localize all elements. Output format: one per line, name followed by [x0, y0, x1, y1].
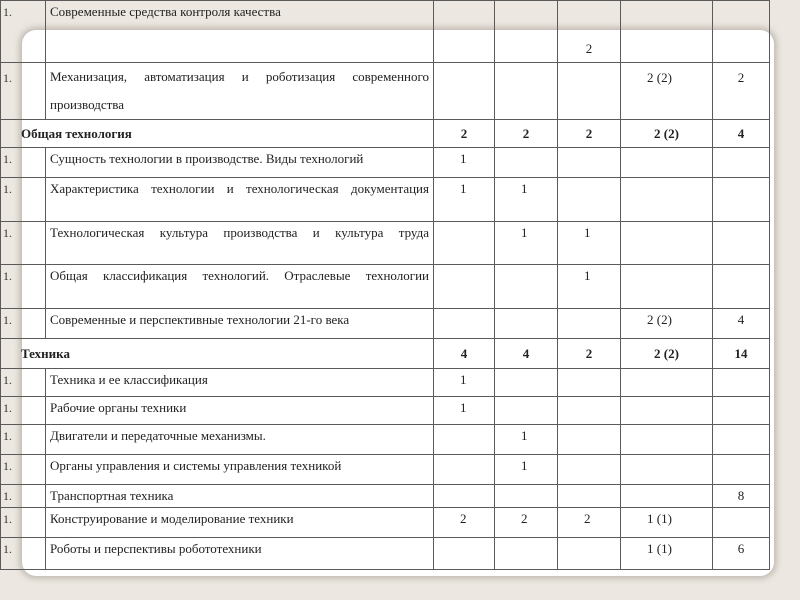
row-number: 1.: [1, 508, 46, 538]
cell-value: 2: [713, 63, 770, 120]
cell-value: [558, 538, 621, 570]
cell-value: 4: [713, 120, 770, 148]
cell-value: [434, 425, 495, 455]
cell-value: [495, 309, 558, 339]
table-row: [1, 455, 770, 485]
table-row: [1, 397, 770, 425]
row-number: 1.: [1, 485, 46, 508]
cell-value: [621, 265, 713, 309]
cell-value: [713, 178, 770, 222]
cell-value: 2 (2): [621, 120, 713, 148]
cell-value: 4: [495, 339, 558, 369]
table-row: [1, 425, 770, 455]
table-row: [1, 148, 770, 178]
cell-value: [558, 178, 621, 222]
row-number: 1.: [1, 309, 46, 339]
cell-value: 1: [434, 178, 495, 222]
cell-value: 1: [434, 397, 495, 425]
cell-value: [495, 397, 558, 425]
row-number: 1.: [1, 63, 46, 120]
row-number: 1.: [1, 178, 46, 222]
cell-value: [558, 485, 621, 508]
cell-value: [558, 397, 621, 425]
cell-value: [434, 485, 495, 508]
cell-value: [434, 63, 495, 120]
topic-title: Общая классификация технологий. Отраслевые технологии: [46, 265, 434, 309]
table-row: [1, 369, 770, 397]
cell-value: 1: [558, 222, 621, 265]
cell-value: [434, 455, 495, 485]
topic-title: Сущность технологии в производстве. Виды технологий: [46, 148, 434, 178]
cell-value: [495, 369, 558, 397]
row-number: 1.: [1, 397, 46, 425]
topic-title: Механизация, автоматизация и роботизация современного производства: [46, 63, 434, 120]
table-row: [1, 265, 770, 309]
cell-value: [495, 485, 558, 508]
cell-value: 2: [558, 1, 621, 63]
section-title: Общая технология: [1, 120, 434, 148]
cell-value: [621, 425, 713, 455]
table-row: [1, 485, 770, 508]
cell-value: [621, 1, 713, 63]
cell-value: [713, 222, 770, 265]
cell-value: [495, 1, 558, 63]
cell-value: [713, 369, 770, 397]
cell-value: [495, 265, 558, 309]
cell-value: [621, 397, 713, 425]
row-number: 1.: [1, 425, 46, 455]
row-number: 1.: [1, 538, 46, 570]
section-title: Техника: [1, 339, 434, 369]
cell-value: 2: [558, 339, 621, 369]
cell-value: [558, 63, 621, 120]
cell-value: [434, 1, 495, 63]
cell-value: [621, 455, 713, 485]
cell-value: 1 (1): [621, 508, 713, 538]
cell-value: 1: [558, 265, 621, 309]
cell-value: [621, 369, 713, 397]
cell-value: [621, 178, 713, 222]
topic-title: Техника и ее классификация: [46, 369, 434, 397]
cell-value: 4: [713, 309, 770, 339]
cell-value: 14: [713, 339, 770, 369]
cell-value: 2: [434, 120, 495, 148]
topic-title: Современные средства контроля качества: [46, 1, 434, 63]
section-row: [1, 120, 770, 148]
cell-value: 2: [495, 120, 558, 148]
topic-title: Роботы и перспективы робототехники: [46, 538, 434, 570]
cell-value: [558, 369, 621, 397]
cell-value: 2: [558, 508, 621, 538]
cell-value: [434, 222, 495, 265]
cell-value: 4: [434, 339, 495, 369]
topic-title: Технологическая культура производства и культура труда: [46, 222, 434, 265]
cell-value: 1: [495, 222, 558, 265]
cell-value: [495, 148, 558, 178]
cell-value: 2 (2): [621, 339, 713, 369]
topic-title: Современные и перспективные технологии 21-го века: [46, 309, 434, 339]
row-number: 1.: [1, 1, 46, 63]
cell-value: [621, 148, 713, 178]
cell-value: [713, 508, 770, 538]
cell-value: [434, 538, 495, 570]
cell-value: 2 (2): [621, 63, 713, 120]
table-row: [1, 508, 770, 538]
cell-value: [434, 265, 495, 309]
cell-value: [713, 265, 770, 309]
table-row: [1, 178, 770, 222]
cell-value: [558, 309, 621, 339]
table-row: [1, 309, 770, 339]
table-row: [1, 222, 770, 265]
row-number: 1.: [1, 265, 46, 309]
cell-value: [558, 425, 621, 455]
cell-value: [713, 1, 770, 63]
cell-value: 1 (1): [621, 538, 713, 570]
table-row: [1, 1, 770, 63]
row-number: 1.: [1, 148, 46, 178]
cell-value: [713, 397, 770, 425]
row-number: 1.: [1, 369, 46, 397]
topic-title: Характеристика технологии и технологическая документация: [46, 178, 434, 222]
cell-value: 2: [558, 120, 621, 148]
cell-value: [434, 309, 495, 339]
cell-value: 6: [713, 538, 770, 570]
cell-value: [495, 63, 558, 120]
section-row: [1, 339, 770, 369]
cell-value: [558, 148, 621, 178]
cell-value: [713, 148, 770, 178]
cell-value: [713, 425, 770, 455]
cell-value: 8: [713, 485, 770, 508]
topic-title: Органы управления и системы управления техникой: [46, 455, 434, 485]
row-number: 1.: [1, 455, 46, 485]
cell-value: 1: [495, 178, 558, 222]
cell-value: [621, 222, 713, 265]
cell-value: [558, 455, 621, 485]
topic-title: Двигатели и передаточные механизмы.: [46, 425, 434, 455]
topic-title: Рабочие органы техники: [46, 397, 434, 425]
cell-value: [495, 538, 558, 570]
cell-value: 2: [495, 508, 558, 538]
topic-title: Конструирование и моделирование техники: [46, 508, 434, 538]
cell-value: 2: [434, 508, 495, 538]
row-number: 1.: [1, 222, 46, 265]
table-row: [1, 63, 770, 120]
cell-value: 1: [434, 148, 495, 178]
cell-value: [713, 455, 770, 485]
cell-value: 1: [434, 369, 495, 397]
table-row: [1, 538, 770, 570]
cell-value: [621, 485, 713, 508]
cell-value: 1: [495, 425, 558, 455]
cell-value: 2 (2): [621, 309, 713, 339]
topic-title: Транспортная техника: [46, 485, 434, 508]
cell-value: 1: [495, 455, 558, 485]
